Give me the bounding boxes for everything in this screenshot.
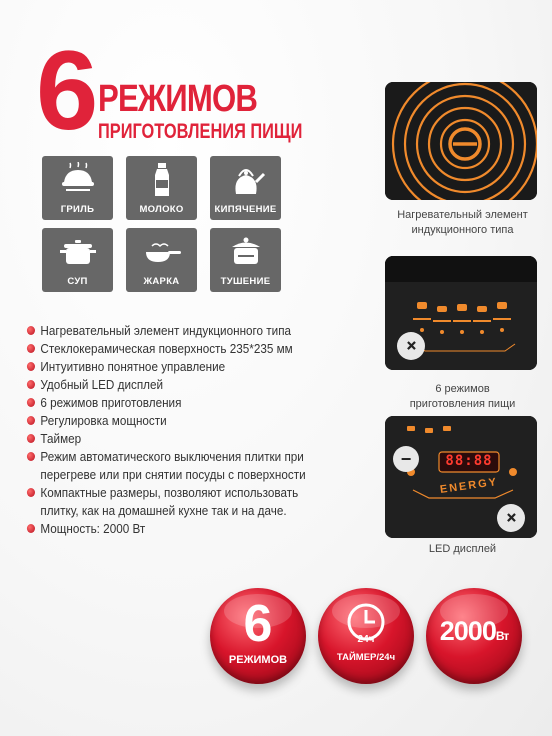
brand-logo: ENERGY — [439, 475, 499, 497]
led-display-photo — [385, 416, 537, 538]
badge-power-value — [426, 616, 522, 647]
power-unit: Вт — [495, 629, 509, 643]
timer-value: 24ч — [357, 634, 375, 645]
power-number: 2000 — [439, 616, 496, 646]
mode-tile-boiling — [210, 156, 281, 220]
feature-item: Нагревательный элемент индукционного типа — [26, 322, 368, 340]
headline-number: 6 — [36, 28, 95, 153]
kettle-icon — [228, 162, 266, 198]
mode-label: ЖАРКА — [143, 276, 180, 287]
heating-element-photo — [385, 82, 537, 200]
feature-item: Мощность: 2000 Вт — [26, 520, 368, 538]
modes-caption-line1: 6 режимов — [435, 383, 490, 395]
induction-coil-icon — [385, 82, 537, 200]
stew-pot-icon — [228, 234, 264, 268]
mode-label: МОЛОКО — [139, 204, 184, 215]
badge-timer-label: ТАЙМЕР/24ч — [336, 652, 396, 663]
plus-button-icon: + — [391, 326, 431, 366]
feature-list — [26, 322, 366, 538]
mode-tile-stewing — [210, 228, 281, 292]
badge-modes-number: 6 — [243, 595, 273, 653]
led-digits: 88:88 — [445, 453, 493, 469]
frying-pan-icon — [144, 234, 182, 268]
mode-tile-frying — [126, 228, 197, 292]
modes-caption-line2: приготовления пищи — [409, 398, 516, 410]
plus-button-icon: + — [491, 498, 531, 538]
feature-item: Компактные размеры, позволяют использовать — [26, 484, 368, 502]
feature-item: Режим автоматического выключения плитки при — [26, 448, 368, 466]
grill-chicken-icon — [60, 162, 96, 196]
soup-pot-icon — [60, 234, 96, 268]
mode-tile-soup — [42, 228, 113, 292]
feature-item-continuation: перегреве или при снятии посуды с поверхности — [40, 467, 306, 482]
badge-modes-label: РЕЖИМОВ — [228, 654, 288, 666]
mode-label: ГРИЛЬ — [60, 204, 95, 215]
heating-caption — [380, 208, 545, 238]
badge-timer — [318, 588, 414, 684]
display-caption: LED дисплей — [428, 543, 497, 555]
milk-bottle-icon — [144, 162, 180, 198]
mode-label: ТУШЕНИЕ — [220, 276, 271, 287]
feature-item-continuation: плитку, как на домашней кухне так и на даче. — [40, 503, 287, 518]
mode-tile-milk — [126, 156, 197, 220]
modes-caption — [380, 382, 545, 412]
headline-subtitle: ПРИГОТОВЛЕНИЯ ПИЩИ — [98, 120, 303, 143]
feature-item: 6 режимов приготовления — [26, 394, 368, 412]
mode-tile-grill — [42, 156, 113, 220]
feature-item: Таймер — [26, 430, 368, 448]
feature-item: Регулировка мощности — [26, 412, 368, 430]
heating-caption-line2: индукционного типа — [411, 224, 514, 236]
headline-title: РЕЖИМОВ — [98, 78, 258, 120]
badge-power — [426, 588, 522, 684]
feature-item: Удобный LED дисплей — [26, 376, 368, 394]
feature-item: Интуитивно понятное управление — [26, 358, 368, 376]
feature-item: Стеклокерамическая поверхность 235*235 мм — [26, 340, 368, 358]
mode-label: СУП — [67, 276, 88, 287]
modes-control-photo — [385, 256, 537, 370]
mode-label: КИПЯЧЕНИЕ — [214, 204, 277, 215]
minus-button-icon: − — [393, 446, 419, 472]
badge-modes — [210, 588, 306, 684]
heating-caption-line1: Нагревательный элемент — [397, 209, 528, 221]
